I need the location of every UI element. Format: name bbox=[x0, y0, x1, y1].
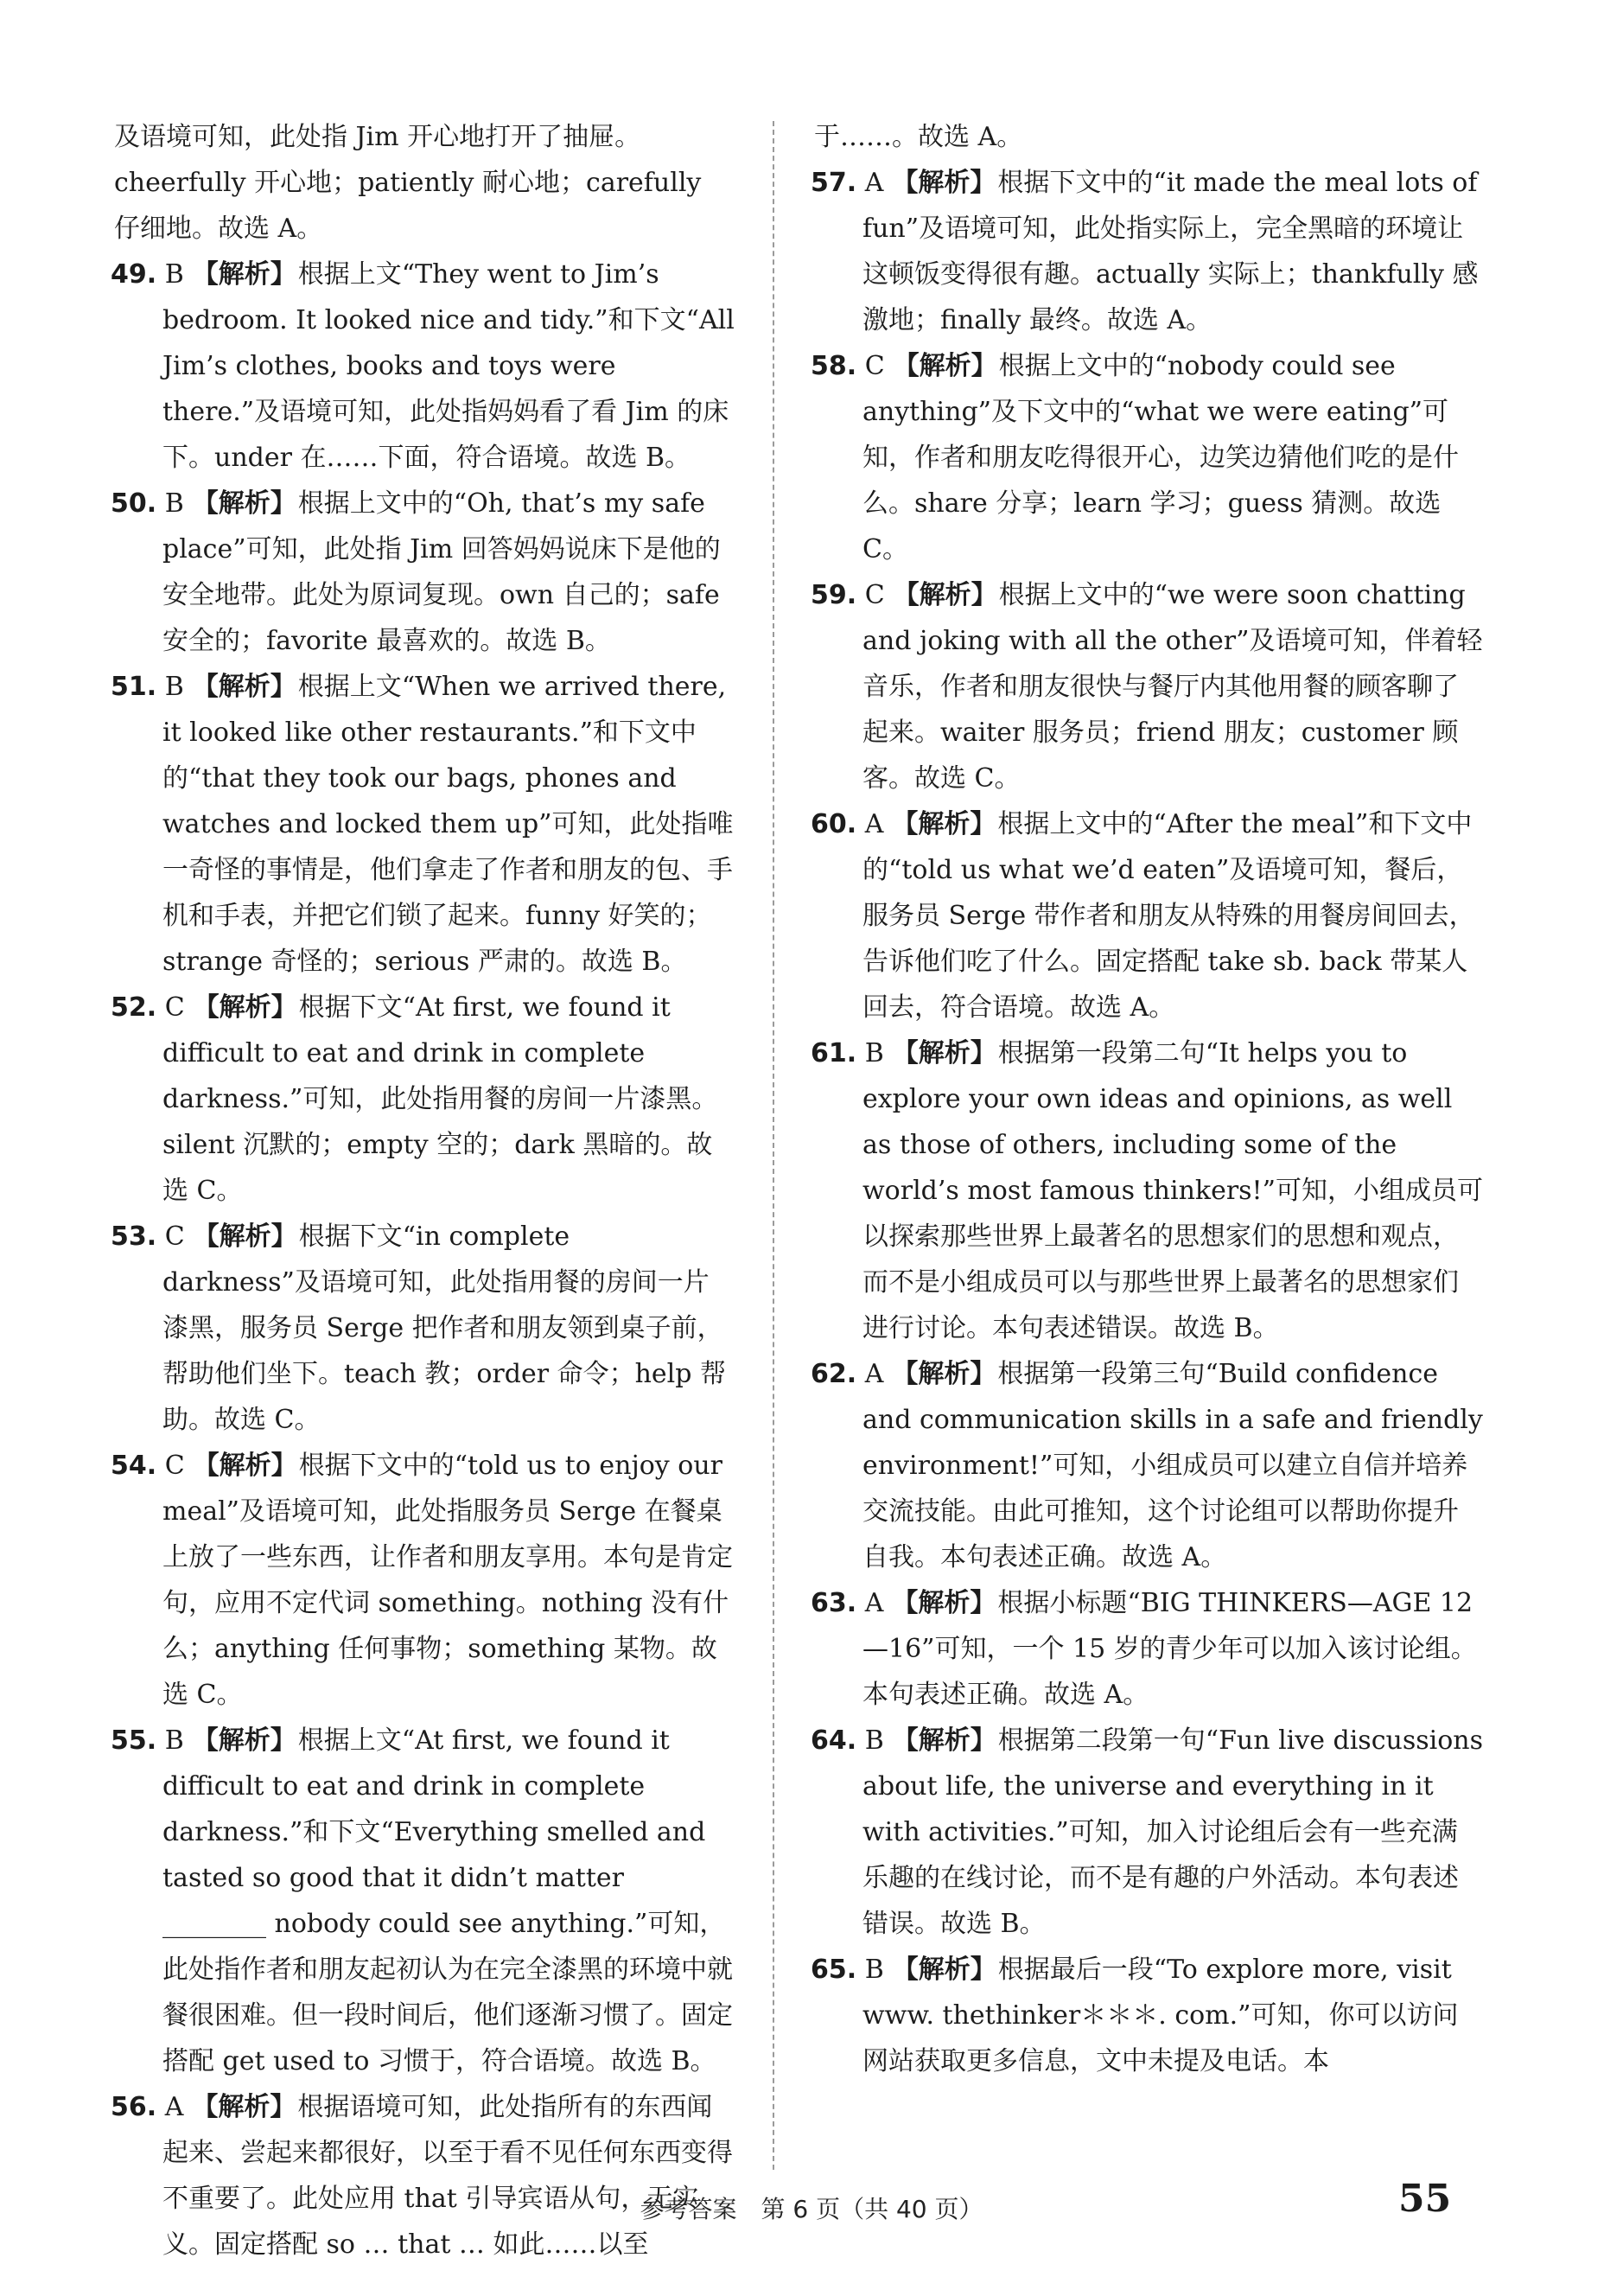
analysis-tag: 【解析】 bbox=[192, 672, 296, 702]
analysis-text: 根据第一段第三句“Build confidence and communication skills in a safe and friendly environment!”可知，小组成员可以建立自信并培养交流技能。由此可推知，这个讨论组可以帮助你提升自我。本句表述正确。故选 A。 bbox=[862, 1359, 1483, 1572]
answer-letter: C bbox=[164, 1221, 185, 1252]
answer-entry bbox=[811, 1351, 1483, 1580]
question-number: 56. bbox=[111, 2092, 157, 2122]
answer-letter: B bbox=[864, 1725, 884, 1756]
answer-letter: B bbox=[164, 259, 184, 290]
analysis-text: 根据语境可知，此处指所有的东西闻起来、尝起来都很好，以至于看不见任何东西变得不重要了。此处应用 that 引导宾语从句，无实义。固定搭配 so … that … 如此……以至 bbox=[162, 2092, 733, 2260]
page-footer: 参考答案 第 6 页（共 40 页） bbox=[640, 2195, 983, 2223]
question-number: 51. bbox=[111, 672, 157, 702]
analysis-text: 根据下文“in complete darkness”及语境可知，此处指用餐的房间一片漆黑，服务员 Serge 把作者和朋友领到桌子前，帮助他们坐下。teach 教；order 命令；help 帮助。故选 C。 bbox=[162, 1221, 727, 1435]
analysis-text: 根据上文中的“we were soon chatting and joking with all the other”及语境可知，伴着轻音乐，作者和朋友很快与餐厅内其他用餐的顾客聊了起来。waiter 服务员；friend 朋友；customer 顾客。故选 C。 bbox=[862, 580, 1483, 794]
answer-entry bbox=[111, 1214, 735, 1443]
answer-letter: B bbox=[864, 1038, 884, 1068]
question-number: 57. bbox=[811, 168, 857, 198]
answer-letter: B bbox=[864, 1955, 884, 1985]
question-number: 53. bbox=[111, 1221, 157, 1252]
question-number: 50. bbox=[111, 488, 157, 519]
analysis-text: 根据第一段第二句“It helps you to explore your own ideas and opinions, as well as those of others, including some of the world’s most famous thinkers!”可知，小组成员可以探索那些世界上最著名的思想家们的思想和观点，而不是小组成员可以与那些世界上最著名的思想家们进行讨论。本句表述错误。故选 B。 bbox=[862, 1038, 1483, 1343]
answer-letter: A bbox=[864, 809, 884, 839]
answer-entry bbox=[111, 481, 735, 664]
analysis-tag: 【解析】 bbox=[192, 488, 296, 519]
analysis-text: 根据上文“They went to Jim’s bedroom. It looked nice and tidy.”和下文“All Jim’s clothes, books and toys were there.”及语境可知，此处指妈妈看了看 Jim 的床下。under 在……下面，符合语境。故选 B。 bbox=[162, 259, 735, 473]
left-column bbox=[111, 114, 735, 2267]
analysis-text: 根据上文中的“Oh, that’s my safe place”可知，此处指 Jim 回答妈妈说床下是他的安全地带。此处为原词复现。own 自己的；safe 安全的；favorite 最喜欢的。故选 B。 bbox=[162, 488, 721, 656]
question-number: 64. bbox=[811, 1725, 857, 1756]
analysis-tag: 【解析】 bbox=[192, 259, 296, 290]
answer-letter: A bbox=[864, 168, 884, 198]
answer-letter: C bbox=[864, 580, 885, 610]
analysis-tag: 【解析】 bbox=[893, 580, 997, 610]
left-entry-list bbox=[111, 252, 735, 2267]
question-number: 62. bbox=[811, 1359, 857, 1389]
analysis-tag: 【解析】 bbox=[892, 1038, 996, 1068]
analysis-tag: 【解析】 bbox=[892, 1725, 996, 1756]
answer-letter: C bbox=[864, 351, 885, 381]
answer-letter: B bbox=[164, 488, 184, 519]
answer-entry bbox=[811, 160, 1483, 343]
right-entry-list bbox=[811, 160, 1483, 2084]
analysis-text: 根据上文中的“After the meal”和下文中的“told us what we’d eaten”及语境可知，餐后，服务员 Serge 带作者和朋友从特殊的用餐房间回去，告诉他们吃了什么。固定搭配 take sb. back 带某人回去，符合语境。故选 A。 bbox=[862, 809, 1475, 1023]
answer-entry bbox=[111, 1718, 735, 2084]
question-number: 55. bbox=[111, 1725, 157, 1756]
answer-entry bbox=[811, 1718, 1483, 1947]
column-divider bbox=[773, 121, 774, 2170]
analysis-text: 根据下文中的“it made the meal lots of fun”及语境可知，此处指实际上，完全黑暗的环境让这顿饭变得很有趣。actually 实际上；thankfully 感激地；finally 最终。故选 A。 bbox=[862, 168, 1479, 335]
answer-entry bbox=[111, 664, 735, 985]
analysis-tag: 【解析】 bbox=[892, 1588, 996, 1618]
question-number: 61. bbox=[811, 1038, 857, 1068]
answer-entry bbox=[811, 1947, 1483, 2084]
answer-letter: A bbox=[864, 1588, 884, 1618]
answer-letter: C bbox=[164, 992, 185, 1023]
question-number: 52. bbox=[111, 992, 157, 1023]
analysis-tag: 【解析】 bbox=[192, 1725, 296, 1756]
answer-entry bbox=[111, 252, 735, 481]
answer-entry bbox=[111, 2084, 735, 2267]
analysis-tag: 【解析】 bbox=[193, 1451, 297, 1481]
answer-entry bbox=[811, 572, 1483, 801]
right-column bbox=[811, 114, 1483, 2084]
answer-letter: C bbox=[164, 1451, 185, 1481]
analysis-text: 根据上文“At first, we found it difficult to eat and drink in complete darkness.”和下文“Everything smelled and tasted so good that it didn’t matter ________ nobody could see anything.”可知，此处指作者和朋友起初认为在完全漆黑的环境中就餐很困难。但一段时间后，他们逐渐习惯了。固定搭配 get used to 习惯于，符合语境。故选 B。 bbox=[162, 1725, 733, 2076]
analysis-text: 根据上文中的“nobody could see anything”及下文中的“what we were eating”可知，作者和朋友吃得很开心，边笑边猜他们吃的是什么。share 分享；learn 学习；guess 猜测。故选 C。 bbox=[862, 351, 1459, 564]
question-number: 65. bbox=[811, 1955, 857, 1985]
analysis-tag: 【解析】 bbox=[892, 1359, 996, 1389]
analysis-tag: 【解析】 bbox=[893, 351, 997, 381]
analysis-text: 根据下文中的“told us to enjoy our meal”及语境可知，此处指服务员 Serge 在餐桌上放了一些东西，让作者和朋友享用。本句是肯定句，应用不定代词 something。nothing 没有什么；anything 任何事物；something 某物。故选 C。 bbox=[162, 1451, 733, 1710]
analysis-tag: 【解析】 bbox=[192, 2092, 296, 2122]
analysis-text: 根据第二段第一句“Fun live discussions about life, the universe and everything in it with activities.”可知，加入讨论组后会有一些充满乐趣的在线讨论，而不是有趣的户外活动。本句表述错误。故选 B。 bbox=[862, 1725, 1483, 1939]
answer-entry bbox=[811, 343, 1483, 572]
answer-entry bbox=[111, 985, 735, 1214]
answer-entry bbox=[811, 1030, 1483, 1351]
answer-letter: B bbox=[164, 672, 184, 702]
analysis-tag: 【解析】 bbox=[892, 1955, 996, 1985]
analysis-tag: 【解析】 bbox=[193, 1221, 297, 1252]
analysis-tag: 【解析】 bbox=[193, 992, 297, 1023]
question-number: 49. bbox=[111, 259, 157, 290]
analysis-text: 根据最后一段“To explore more, visit www. thethinker＊＊＊. com.”可知，你可以访问网站获取更多信息，文中未提及电话。本 bbox=[862, 1955, 1459, 2076]
analysis-text: 根据小标题“BIG THINKERS—AGE 12—16”可知，一个 15 岁的青少年可以加入该讨论组。本句表述正确。故选 A。 bbox=[862, 1588, 1477, 1710]
analysis-text: 根据下文“At first, we found it difficult to eat and drink in complete darkness.”可知，此处指用餐的房间一片漆黑。silent 沉默的；empty 空的；dark 黑暗的。故选 C。 bbox=[162, 992, 718, 1206]
question-number: 59. bbox=[811, 580, 857, 610]
answer-entry bbox=[811, 1580, 1483, 1718]
analysis-text: 根据上文“When we arrived there, it looked like other restaurants.”和下文中的“that they took our bags, phones and watches and locked them up”可知，此处指唯一奇怪的事情是，他们拿走了作者和朋友的包、手机和手表，并把它们锁了起来。funny 好笑的；strange 奇怪的；serious 严肃的。故选 B。 bbox=[162, 672, 734, 977]
analysis-tag: 【解析】 bbox=[892, 809, 996, 839]
question-number: 63. bbox=[811, 1588, 857, 1618]
answer-entry bbox=[811, 801, 1483, 1030]
answer-entry bbox=[111, 1443, 735, 1718]
analysis-tag: 【解析】 bbox=[892, 168, 996, 198]
continuation-text: 及语境可知，此处指 Jim 开心地打开了抽屉。cheerfully 开心地；patiently 耐心地；carefully 仔细地。故选 A。 bbox=[114, 122, 702, 244]
question-number: 54. bbox=[111, 1451, 157, 1481]
answer-letter: A bbox=[864, 1359, 884, 1389]
answer-letter: A bbox=[164, 2092, 184, 2122]
continuation-text: 于……。故选 A。 bbox=[814, 122, 1023, 152]
question-number: 60. bbox=[811, 809, 857, 839]
page-number: 55 bbox=[1398, 2177, 1452, 2221]
answer-letter: B bbox=[164, 1725, 184, 1756]
question-number: 58. bbox=[811, 351, 857, 381]
